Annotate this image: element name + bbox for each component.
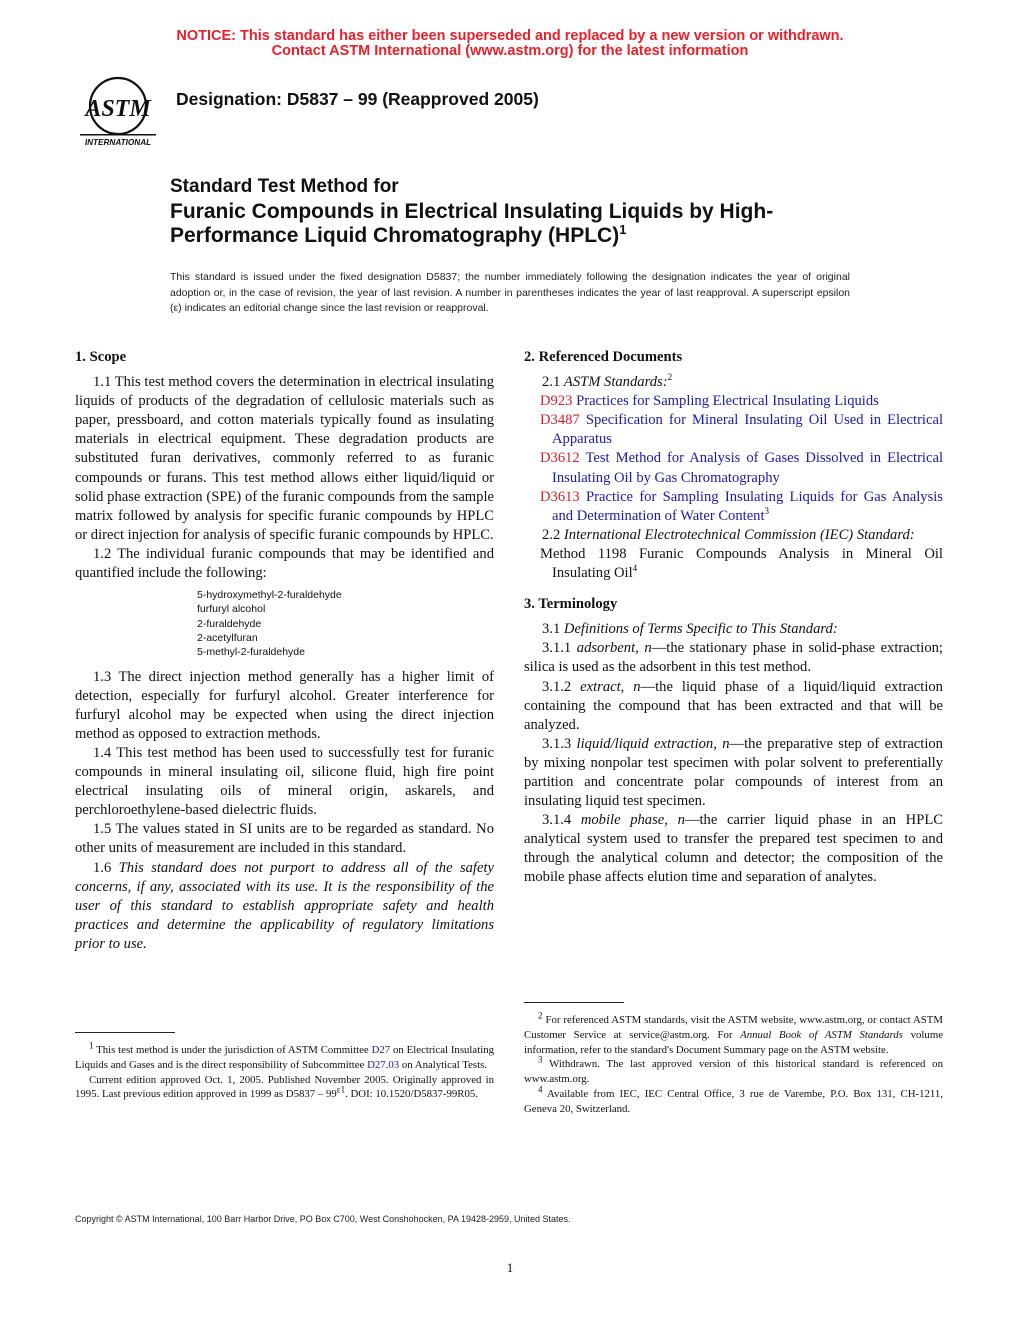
def-term: extract,	[580, 678, 625, 695]
def-number: 3.1.3	[542, 735, 572, 752]
para-2-1-number: 2.1	[542, 374, 561, 391]
committee-d27-link[interactable]: D27	[371, 1044, 391, 1056]
para-2-1-text: ASTM Standards:	[563, 374, 668, 391]
definition	[524, 811, 943, 887]
ref-item	[540, 411, 943, 449]
ref-code-link[interactable]: D3613	[540, 488, 580, 505]
ref-title-link[interactable]: Test Method for Analysis of Gases Dissolved in Electrical Insulating Oil by Gas Chromatography	[552, 450, 943, 486]
fn1-number: 1	[89, 1040, 94, 1051]
para-1-4: 1.4 This test method has been used to successfully test for furanic compounds in mineral insulating oil, silicone fluid, high fire point electrical insulating oils of mineral origin, askarels, and perchloroethylene-based dielectric fluids.	[75, 744, 494, 819]
compound-item: 5-hydroxymethyl-2-furaldehyde	[197, 589, 342, 602]
fn1-text-c: on Analytical Tests.	[401, 1058, 487, 1071]
definition	[524, 639, 943, 677]
title-text: Furanic Compounds in Electrical Insulating Liquids by High-Performance Liquid Chromatography (HPLC)	[170, 200, 774, 247]
def-term: mobile phase,	[580, 812, 668, 829]
para-2-2	[524, 526, 943, 545]
def-number: 3.1.1	[542, 640, 572, 657]
fn3-text: Withdrawn. The last approved version of this historical standard is referenced on www.astm.org.	[524, 1058, 943, 1086]
definition	[524, 678, 943, 735]
para-2-2-text: International Electrotechnical Commission (IEC) Standard:	[563, 526, 915, 543]
left-column	[75, 348, 494, 954]
logo-letters: ASTM	[85, 96, 151, 122]
para-1-5: 1.5 The values stated in SI units are to be regarded as standard. No other units of measurement are included in this standard.	[75, 821, 494, 857]
def-number: 3.1.4	[542, 812, 572, 829]
copyright: Copyright © ASTM International, 100 Barr Harbor Drive, PO Box C700, West Conshohocken, PA 19428-2959, United States.	[75, 1214, 571, 1224]
para-1-1: 1.1 This test method covers the determination in electrical insulating liquids of products of the degradation of cellulosic materials such as paper, pressboard, and cotton materials typically found as insulating materials in electrical equipment. These degradation products are substituted furan derivatives, commonly referred to as furanic compounds or furans. This test method allows either liquid/liquid or solid phase extraction (SPE) of the furanic compounds from the sample matrix followed by analysis for specific furanic compounds by HPLC or direct injection for analysis of specific furanic compounds by HPLC.	[75, 374, 494, 543]
fn1-text-b: on Electrical Insulating Liquids and Gases and is the direct responsibility of Subcommittee	[75, 1044, 495, 1071]
ref-title-link[interactable]: Practice for Sampling Insulating Liquids for Gas Analysis and Determination of Water Content	[552, 488, 943, 524]
ref-code-link[interactable]: D3487	[540, 412, 580, 429]
footnote-1	[75, 1040, 495, 1102]
para-3-1	[524, 620, 943, 639]
fn2-text-a: For referenced ASTM standards, visit the ASTM website, www.astm.org, or contact ASTM Customer Service at service@astm.org. For	[524, 1014, 943, 1041]
ref-item	[540, 488, 943, 526]
para-2-1	[524, 373, 943, 392]
def-pos: n	[644, 640, 652, 657]
ref-item	[540, 392, 943, 411]
method-1198	[540, 545, 943, 583]
designation: Designation: D5837 – 99 (Reapproved 2005)	[176, 89, 539, 109]
para-3-1-number: 3.1	[542, 621, 561, 638]
method-text: Method 1198 Furanic Compounds Analysis in Mineral Oil Insulating Oil	[540, 545, 943, 582]
fn1-epsilon: ε1	[336, 1084, 346, 1095]
astm-logo	[78, 72, 158, 152]
footnote-2	[524, 1010, 944, 1057]
def-pos: n	[722, 735, 730, 752]
fn2-text-b: volume information, refer to the standard's Document Summary page on the ASTM website.	[524, 1028, 944, 1056]
footnote-rule-left	[75, 1032, 175, 1033]
def-pos: n	[677, 812, 685, 829]
fn2-number: 2	[538, 1010, 543, 1021]
footnote-3	[524, 1054, 943, 1087]
def-pos: n	[633, 678, 641, 695]
para-1-6	[75, 859, 494, 954]
para-1-6-number: 1.6	[93, 859, 112, 876]
compound-item: furfuryl alcohol	[197, 603, 266, 616]
fn1-approval: Current edition approved Oct. 1, 2005. Published November 2005. Originally approved in 1995. Last previous edition approved in 1999 as D5837 – 99	[75, 1073, 494, 1101]
definition	[524, 735, 943, 811]
fn4-number: 4	[538, 1084, 543, 1095]
notice-line-2: Contact ASTM International (www.astm.org) for the latest information	[271, 43, 749, 59]
title-footnote-ref: 1	[619, 222, 627, 237]
def-text: —the stationary phase in solid-phase extraction; silica is used as the adsorbent in this test method.	[524, 640, 943, 676]
def-text: —the liquid phase of a liquid/liquid extraction containing the compound that has been extracted and that will be analyzed.	[524, 678, 943, 733]
fn1-text-a: This test method is under the jurisdiction of ASTM Committee	[96, 1044, 369, 1056]
terminology-heading: 3. Terminology	[524, 596, 618, 613]
fn3-number: 3	[538, 1054, 543, 1065]
para-1-2: 1.2 The individual furanic compounds that may be identified and quantified include the following:	[75, 545, 494, 582]
document-title	[170, 200, 890, 248]
page-number: 1	[506, 1260, 514, 1275]
refdocs-heading: 2. Referenced Documents	[524, 349, 683, 365]
compound-list	[197, 588, 494, 659]
method-footnote-ref: 4	[632, 563, 638, 574]
para-2-1-footnote-ref: 2	[667, 372, 673, 383]
def-term: adsorbent,	[576, 640, 639, 657]
fn2-italic: Annual Book of ASTM Standards	[740, 1028, 903, 1041]
para-1-3: 1.3 The direct injection method generally has a higher limit of detection, especially for furfuryl alcohol. Greater interference for furfuryl alcohol may be expected when using the direct injection method as opposed to extraction methods.	[75, 668, 494, 742]
para-1-6-text: This standard does not purport to address all of the safety concerns, if any, associated with its use. It is the responsibility of the user of this standard to establish appropriate safety and health practices and determine the applicability of regulatory limitations prior to use.	[75, 859, 494, 952]
ref-title-link[interactable]: Practices for Sampling Electrical Insulating Liquids	[576, 393, 879, 410]
def-text: —the carrier liquid phase in an HPLC analytical system used to transfer the prepared test specimen to and through the analytical column and detector; the composition of the mobile phase affects elution time and separation of analytes.	[524, 812, 943, 886]
def-term: liquid/liquid extraction,	[576, 735, 717, 752]
compound-item: 5-methyl-2-furaldehyde	[197, 646, 305, 659]
ref-title-link[interactable]: Specification for Mineral Insulating Oil Used in Electrical Apparatus	[552, 412, 943, 448]
para-2-2-number: 2.2	[542, 526, 561, 543]
issuance-note: This standard is issued under the fixed designation D5837; the number immediately following the designation indicates the year of original adoption or, in the case of revision, the year of last revision. A number in parentheses indicates the year of last reapproval. A superscript epsilon (ε) indicates an editorial change since the last revision or reapproval.	[170, 271, 850, 314]
right-column	[524, 348, 943, 888]
title-prefix: Standard Test Method for	[170, 176, 399, 197]
logo-label: INTERNATIONAL	[84, 138, 152, 147]
notice-line-1: NOTICE: This standard has either been superseded and replaced by a new version or withdrawn.	[176, 28, 844, 44]
fn1-doi: . DOI: 10.1520/D5837-99R05.	[345, 1088, 478, 1101]
def-text: —the preparative step of extraction by mixing nonpolar test specimen with polar solvent to preferentially partition and concentrate polar compounds of interest from an insulating liquid test specimen.	[524, 735, 943, 810]
fn4-text: Available from IEC, IEC Central Office, 3 rue de Varembe, P.O. Box 131, CH-1211, Geneva 20, Switzerland.	[524, 1087, 943, 1115]
footnote-4	[524, 1084, 943, 1117]
footnotes-right	[524, 1010, 944, 1117]
ref-code-link[interactable]: D3612	[540, 450, 580, 467]
scope-heading: 1. Scope	[75, 349, 127, 365]
para-3-1-text: Definitions of Terms Specific to This Standard:	[563, 621, 838, 638]
compound-item: 2-acetylfuran	[197, 632, 258, 645]
ref-footnote-ref: 3	[764, 505, 770, 516]
compound-item: 2-furaldehyde	[197, 617, 262, 630]
ref-item	[540, 449, 943, 487]
def-number: 3.1.2	[542, 678, 572, 695]
subcommittee-d27-03-link[interactable]: D27.03	[367, 1058, 400, 1071]
ref-code-link[interactable]: D923	[540, 393, 573, 410]
footnote-rule-right	[524, 1002, 624, 1003]
